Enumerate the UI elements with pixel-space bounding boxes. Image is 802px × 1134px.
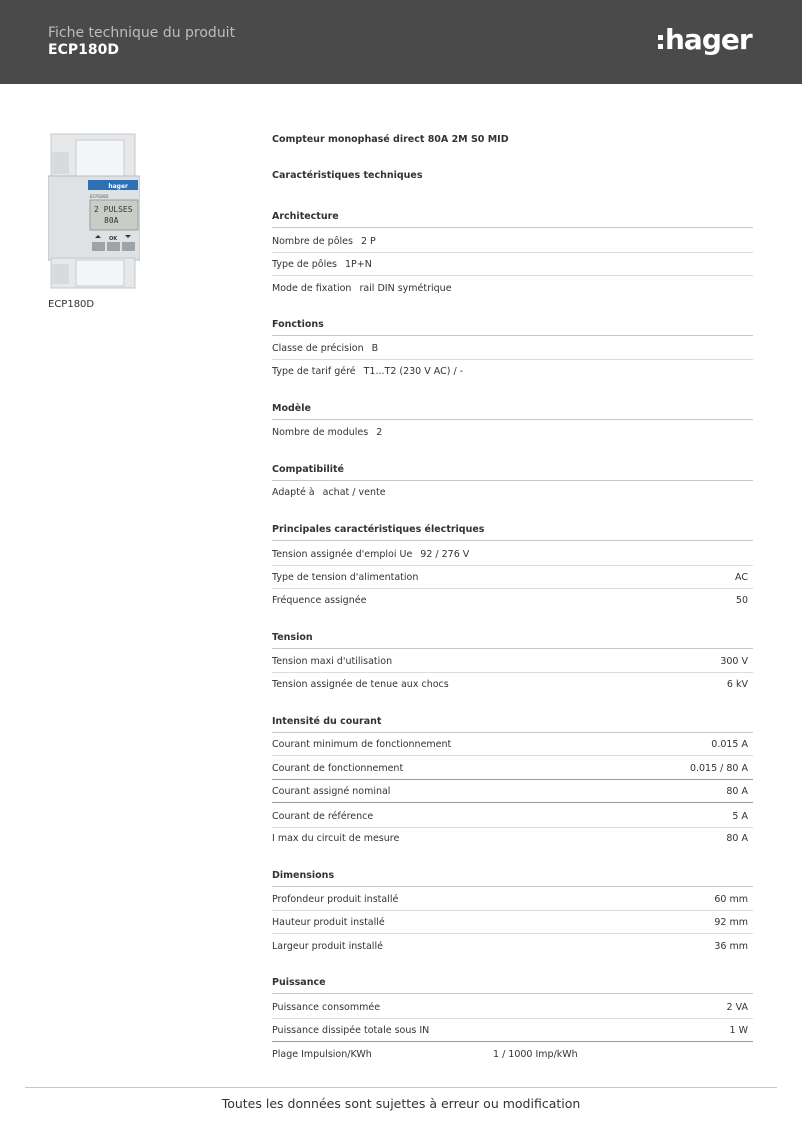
- section-tension-title: Tension: [272, 632, 753, 649]
- header-subtitle: Fiche technique du produit: [48, 25, 236, 41]
- hager-logo: [658, 22, 752, 56]
- spec-row: Plage Impulsion/KWh 1 / 1000 Imp/kWh: [272, 1049, 578, 1060]
- footer-divider: [25, 1087, 777, 1088]
- specs-heading: Caractéristiques techniques: [272, 170, 423, 181]
- spec-row: Tension maxi d'utilisation 300 V: [272, 650, 753, 673]
- section-fonctions-title: Fonctions: [272, 319, 753, 336]
- spec-row: Largeur produit installé 36 mm: [272, 941, 748, 952]
- section-intensite-title: Intensité du courant: [272, 716, 753, 733]
- spec-row: Nombre de pôles 2 P: [272, 230, 753, 253]
- spec-row: Tension assignée d'emploi Ue 92 / 276 V: [272, 543, 753, 566]
- logo-text: hager: [665, 22, 752, 56]
- spec-row: Fréquence assignée 50: [272, 595, 748, 606]
- image-model-label: ECP180D: [90, 194, 109, 199]
- spec-row: Adapté à achat / vente: [272, 487, 386, 498]
- section-modele-title: Modèle: [272, 403, 753, 420]
- spec-row: Courant de référence 5 A: [272, 805, 753, 828]
- page-header: [0, 0, 802, 84]
- image-brand-label: hager: [108, 183, 128, 190]
- section-electriques-title: Principales caractéristiques électriques: [272, 524, 753, 541]
- spec-row: Type de pôles 1P+N: [272, 253, 753, 276]
- spec-row: Mode de fixation rail DIN symétrique: [272, 283, 452, 294]
- product-image: [48, 130, 140, 292]
- spec-row: Puissance consommée 2 VA: [272, 996, 753, 1019]
- image-lcd-line2: 80A: [104, 216, 119, 225]
- image-lcd-line1: 2 PULSES: [94, 205, 133, 214]
- spec-row: I max du circuit de mesure 80 A: [272, 833, 748, 844]
- spec-row: Tension assignée de tenue aux chocs 6 kV: [272, 679, 748, 690]
- section-dimensions-title: Dimensions: [272, 870, 753, 887]
- spec-row: Type de tension d'alimentation AC: [272, 566, 753, 589]
- spec-row: Profondeur produit installé 60 mm: [272, 888, 753, 911]
- spec-row: Classe de précision B: [272, 337, 753, 360]
- spec-row: Courant minimum de fonctionnement 0.015 A: [272, 733, 753, 756]
- spec-row: Puissance dissipée totale sous IN 1 W: [272, 1019, 753, 1042]
- footer-disclaimer: Toutes les données sont sujettes à erreur ou modification: [221, 1096, 581, 1111]
- section-puissance-title: Puissance: [272, 977, 753, 994]
- image-ok-label: OK: [109, 236, 118, 242]
- product-title: Compteur monophasé direct 80A 2M S0 MID: [272, 134, 509, 145]
- spec-row: Type de tarif géré T1...T2 (230 V AC) / -: [272, 366, 464, 377]
- section-compatibilite-title: Compatibilité: [272, 464, 753, 481]
- section-architecture-title: Architecture: [272, 211, 753, 228]
- spec-row: Courant de fonctionnement 0.015 / 80 A: [272, 757, 753, 780]
- spec-row: Nombre de modules 2: [272, 427, 383, 438]
- spec-row: Hauteur produit installé 92 mm: [272, 911, 753, 934]
- header-product-code: ECP180D: [48, 42, 119, 58]
- image-caption: ECP180D: [48, 299, 95, 310]
- spec-row: Courant assigné nominal 80 A: [272, 780, 753, 803]
